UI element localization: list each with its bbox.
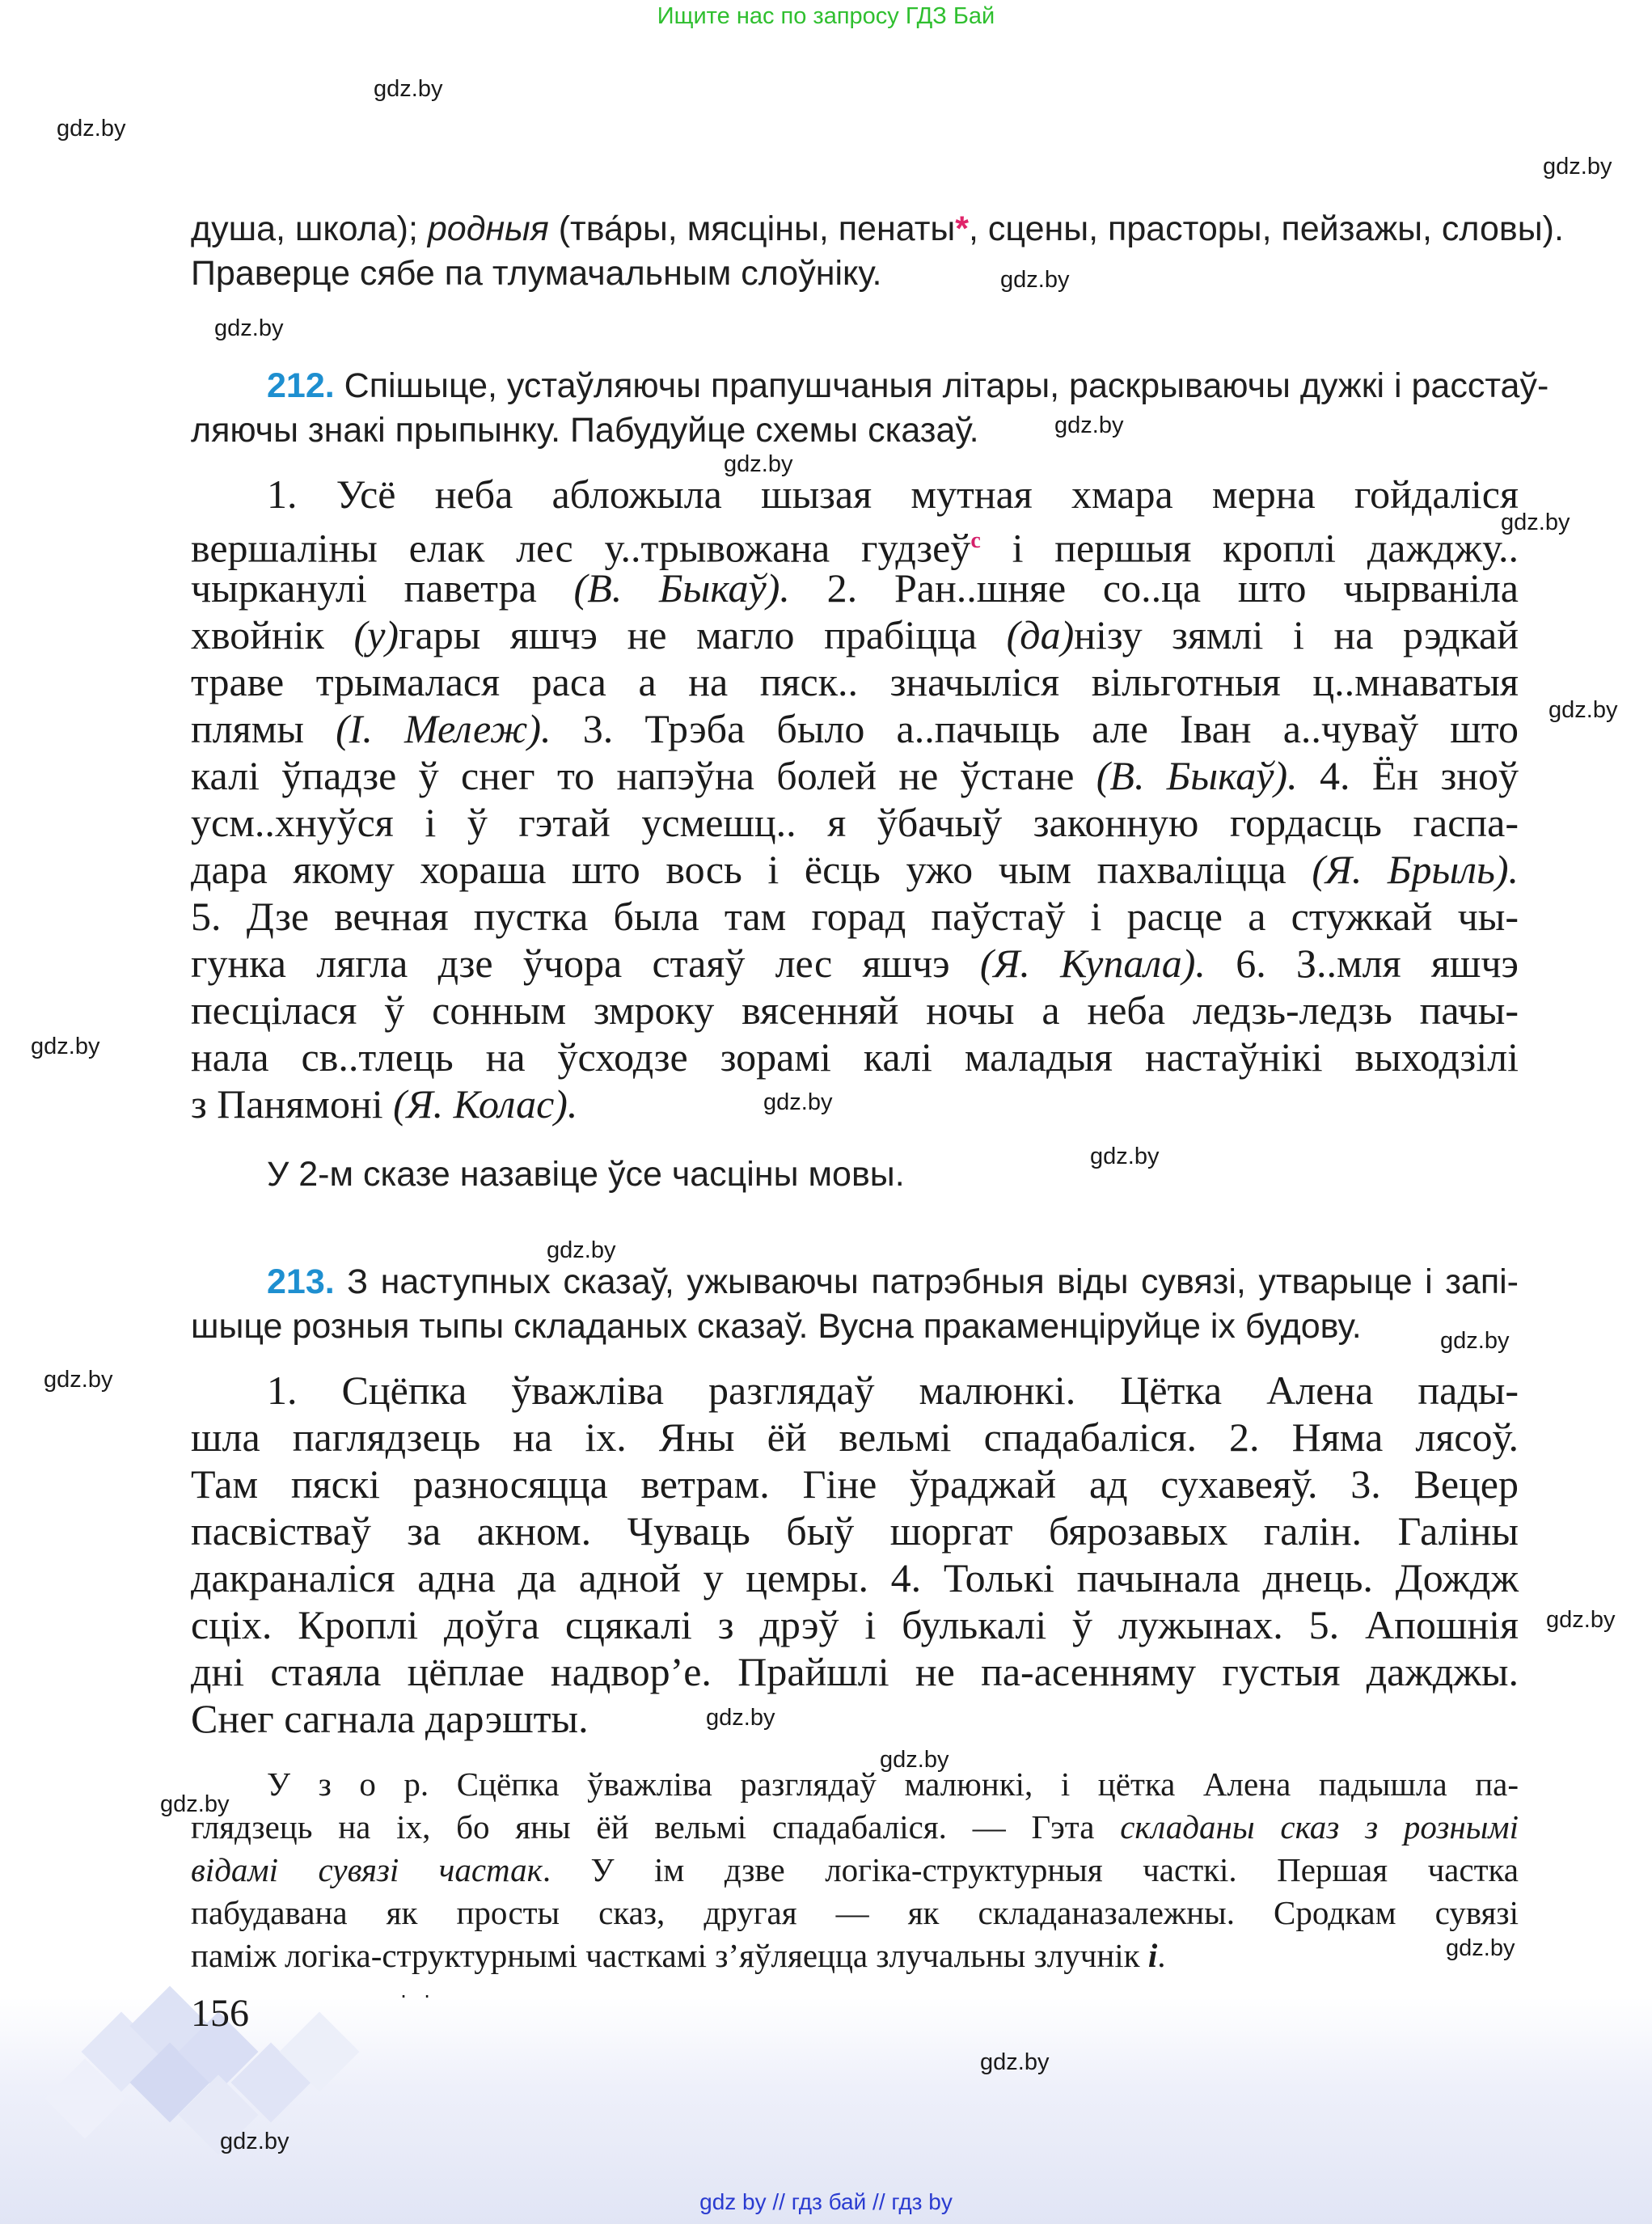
- top-banner[interactable]: Ищите нас по запросу ГДЗ Бай: [657, 3, 995, 29]
- ex213-text-line: дні стаяла цёплае надвор’е. Прайшлі не па-асенняму густыя дажджы.: [191, 1649, 1519, 1694]
- intro-line-2: Праверце сябе па тлумачальным слоўніку.: [191, 254, 882, 293]
- watermark: gdz.by: [220, 2129, 289, 2154]
- ex212-text-line: траве трымалася раса а на пяск.. значыліся вільготныя ц..мнаватыя: [191, 659, 1519, 704]
- watermark: gdz.by: [1054, 412, 1124, 438]
- watermark: gdz.by: [44, 1367, 113, 1393]
- ex213-text-line: дакраналіся адна да адной у цемры. 4. Толькі пачынала днець. Дождж: [191, 1555, 1519, 1600]
- ex212-text-line: усм..хнуўся і ў гэтай усмешц.. я ўбачыў законную гордасць гаспа-: [191, 800, 1519, 845]
- watermark: gdz.by: [980, 2049, 1050, 2075]
- ex212-task-line-1: 212. Спішыце, устаўляючы прапушчаныя літары, раскрываючы дужкі і расстаў-: [267, 366, 1549, 405]
- ex212-text-line: 1. Усё неба абложыла шызая мутная хмара мерна гойдаліся: [267, 471, 1519, 517]
- ex212-text-line: хвойнік (у)гары яшчэ не магло прабіцца (да)нізу зямлі і на рэдкай: [191, 612, 1519, 657]
- watermark: gdz.by: [214, 315, 284, 341]
- page-number: 156: [191, 1992, 249, 2035]
- ex212-task-line-2: ляючы знакі прыпынку. Пабудуйце схемы сказаў.: [191, 411, 979, 450]
- watermark: gdz.by: [160, 1791, 230, 1817]
- ex212-text-line: з Панямоні (Я. Колас).: [191, 1081, 578, 1127]
- ex213-number: 213.: [267, 1262, 335, 1301]
- ex212-text-line: плямы (І. Мележ). 3. Трэба было а..пачыць але Іван а..чуваў што: [191, 706, 1519, 751]
- watermark: gdz.by: [31, 1034, 100, 1059]
- ex212-text-line: дара якому хораша што вось і ёсць ужо чым пахваліцца (Я. Брыль).: [191, 847, 1519, 892]
- watermark: gdz.by: [374, 76, 443, 102]
- ex213-task-line-1: 213. З наступных сказаў, ужываючы патрэбныя віды сувязі, утварыце і запі-: [267, 1262, 1519, 1301]
- ex213-text-line: пасвістваў за акном. Чуваць быў шоргат бярозавых галін. Галіны: [191, 1508, 1519, 1554]
- ex213-text-line: шла паглядзець на іх. Яны ёй вельмі спадабаліся. 2. Няма лясоў.: [191, 1414, 1519, 1460]
- sample-line: паміж логіка-структурнымі часткамі з’яўляецца злучальны злучнік і.: [191, 1937, 1166, 1974]
- sample-line: У з о р. Сцёпка ўважліва разглядаў малюнкі, і цётка Алена падышла па-: [267, 1765, 1519, 1803]
- bottom-links[interactable]: gdz by // гдз бай // гдз by: [699, 2189, 953, 2214]
- watermark: gdz.by: [547, 1237, 616, 1263]
- ex212-text-line: калі ўпадзе ў снег то напэўна болей не ўстане (В. Быкаў). 4. Ён зноў: [191, 753, 1519, 798]
- ex212-note: У 2-м сказе назавіце ўсе часціны мовы.: [267, 1155, 905, 1194]
- watermark: gdz.by: [1501, 509, 1570, 535]
- watermark: gdz.by: [706, 1705, 775, 1731]
- ex213-text-line: Там пяскі разносяцца ветрам. Гіне ўраджай ад сухавеяў. 3. Вецер: [191, 1461, 1519, 1507]
- sample-line: пабудавана як просты сказ, другая — як складаназалежны. Сродкам сувязі: [191, 1894, 1519, 1931]
- watermark: gdz.by: [1090, 1144, 1160, 1169]
- watermark: gdz.by: [763, 1089, 833, 1115]
- watermark: gdz.by: [1543, 154, 1612, 180]
- ex213-text-line: сціх. Кроплі доўга сцякалі з дрэў і булькалі ў лужынах. 5. Апошнія: [191, 1602, 1519, 1647]
- sample-line: відамі сувязі частак. У ім дзве логіка-структурныя часткі. Першая частка: [191, 1851, 1519, 1888]
- watermark: gdz.by: [1440, 1328, 1510, 1354]
- watermark: gdz.by: [1446, 1935, 1515, 1961]
- footnote-star-icon: *: [955, 209, 970, 248]
- ex212-text-line: чырканулі паветра (В. Быкаў). 2. Ран..шняе со..ца што чырваніла: [191, 565, 1519, 611]
- ex213-task-line-2: шыце розныя тыпы складаных сказаў. Вусна пракаменціруйце іх будову.: [191, 1307, 1362, 1346]
- ex213-text-line: 1. Сцёпка ўважліва разглядаў малюнкі. Цётка Алена пады-: [267, 1368, 1519, 1413]
- ex212-text-line: гунка лягла дзе ўчора стаяў лес яшчэ (Я. Купала). 6. З..мля яшчэ: [191, 941, 1519, 986]
- ex212-text-line: песцілася ў сонным змроку вясенняй ночы а неба ледзь-ледзь пачы-: [191, 987, 1519, 1033]
- sample-line: глядзець на іх, бо яны ёй вельмі спадабаліся. — Гэта складаны сказ з рознымі: [191, 1808, 1519, 1846]
- watermark: gdz.by: [57, 116, 126, 142]
- watermark: gdz.by: [880, 1747, 949, 1773]
- watermark: gdz.by: [724, 451, 793, 477]
- watermark: gdz.by: [1000, 267, 1070, 293]
- ex212-text-line: нала св..тлець на ўсходзе зорамі калі маладыя настаўнікі выходзілі: [191, 1034, 1519, 1080]
- watermark: gdz.by: [1546, 1607, 1616, 1633]
- ex212-text-line: 5. Дзе вечная пустка была там горад паўстаў і расце а стужкай чы-: [191, 894, 1519, 939]
- ex212-text-line: вершаліны елак лес у..трывожана гудзеў$^с$ і першыя кроплі дажджу..: [191, 525, 1519, 571]
- ex213-text-line: Снег сагнала дарэшты.: [191, 1696, 589, 1741]
- ex212-number: 212.: [267, 366, 335, 405]
- watermark: gdz.by: [1548, 697, 1618, 723]
- intro-line-1: душа, школа); родныя (тва́ры, мясціны, пенаты*, сцены, прасторы, пейзажы, словы).: [191, 209, 1564, 248]
